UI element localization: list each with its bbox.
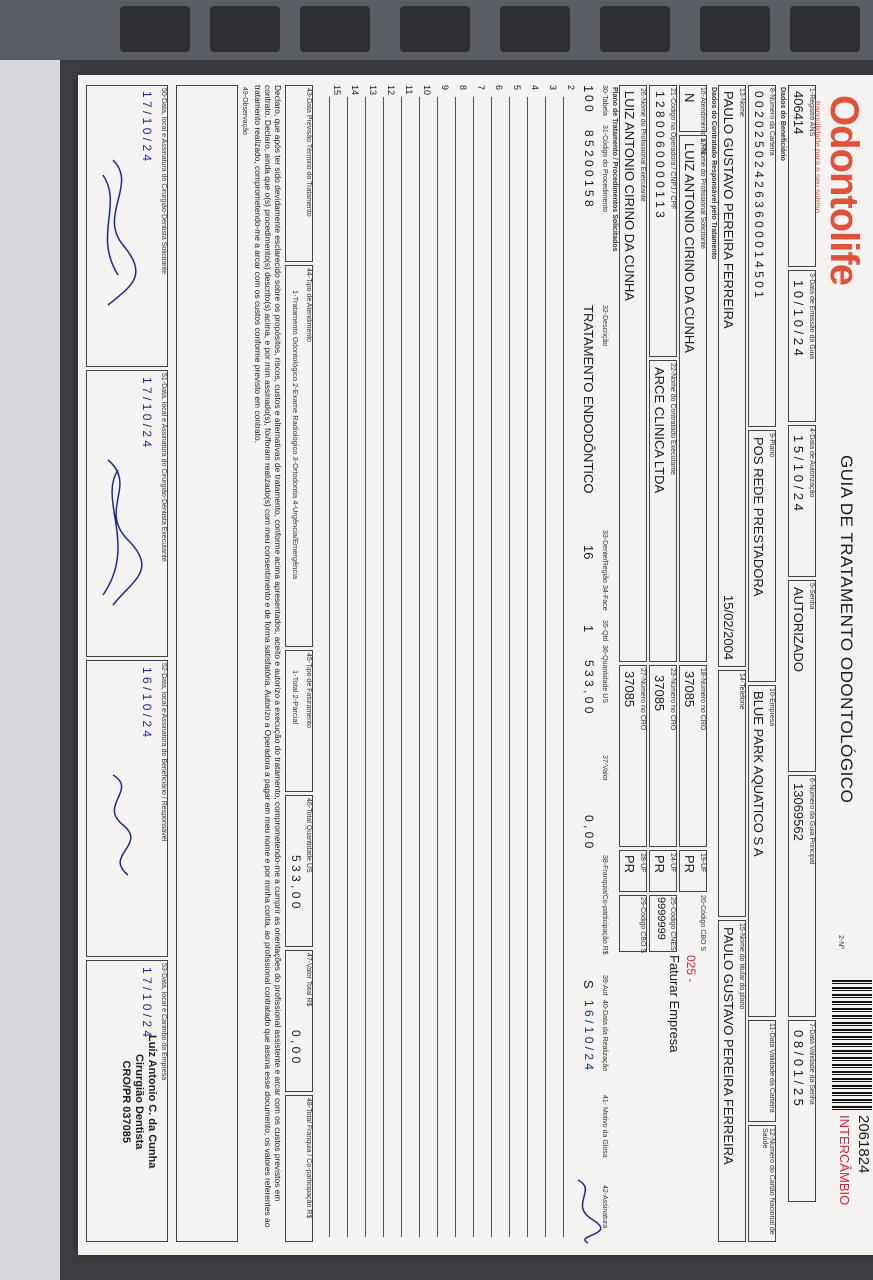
empresa-label: 10-Empresa — [768, 688, 775, 727]
rn-label: 16-Atendimento a RN — [699, 87, 706, 155]
hdr-tabela: 30-Tabela — [601, 85, 608, 116]
tipo-atendimento-label: 44-Tipo de Atendimento — [305, 268, 312, 343]
row-number: 10 — [422, 85, 432, 96]
registro-ans-value: 406414 — [791, 91, 806, 135]
row-line — [473, 97, 474, 1237]
sig53-label: 53-Data, local e Carimbo da Empresa — [160, 963, 167, 1081]
row1-qtd: 1 — [581, 625, 596, 633]
uf-label: 19-UF — [699, 853, 706, 873]
row1-quantidade-us: 5 3 3 , 0 0 — [582, 660, 596, 714]
intercambio-label: INTERCÂMBIO — [837, 1115, 852, 1206]
row-line — [347, 97, 348, 1237]
hdr-assinatura: 42-Assinatura — [601, 1185, 608, 1229]
row1-dente: 16 — [581, 545, 596, 560]
senha-value: AUTORIZADO — [791, 587, 806, 672]
laptop-edge — [0, 0, 60, 1280]
row-number: 5 — [512, 85, 522, 91]
section-beneficiario: Dados do Beneficiário — [779, 87, 786, 161]
uf2-value: PR — [652, 855, 667, 874]
stamp-line2: Cirurgião Dentista — [133, 1054, 145, 1150]
row-line — [329, 97, 330, 1237]
faturar-empresa: Faturar Empresa — [667, 955, 682, 1053]
data-autorizacao-value: 1 5 / 1 0 / 2 4 — [791, 435, 806, 511]
executante-value: LUIZ ANTONIO CIRINO DA CUNHA — [622, 91, 637, 301]
hdr-valor: 37-Valor — [601, 755, 608, 781]
tipo-atendimento-opts: 1-Tratamento Odontológico 2-Exame Radiológico 3-Ortodontia 4-Urgência/Emergência — [291, 290, 300, 580]
cbo-code: 025 - — [684, 955, 698, 983]
carteira-label: 8-Número da Carteira — [768, 88, 775, 156]
odontolife-logo: Odontolife — [822, 95, 866, 285]
dental-treatment-form — [78, 75, 873, 1255]
row1-data: 1 6 / 1 0 / 2 4 — [582, 1000, 596, 1071]
nascimento-value: 15/02/2004 — [721, 595, 736, 661]
row-line — [527, 97, 528, 1237]
logo-tagline: tranquilidade para o seu sorriso — [813, 101, 822, 214]
cnpj-value: 1 2 8 0 0 6 0 0 0 0 1 1 3 — [653, 91, 667, 218]
cnpj-label: 21-Código na Operadora / CNPJ / CPF — [669, 88, 676, 210]
cro2-label: 23-Número no CRO — [669, 668, 676, 731]
solicitante-label: 17-Nome do Profissional Solicitante — [699, 138, 706, 249]
row-line — [509, 97, 510, 1237]
contratado-value: ARCE CLINICA LTDA — [652, 367, 667, 494]
tipo-faturamento-label: 45-Tipo de Faturamento — [305, 653, 312, 728]
row-number: 4 — [530, 85, 540, 91]
hdr-aut: 39-Aut — [601, 975, 608, 996]
signature-beneficiario — [93, 765, 143, 885]
form-title: GUIA DE TRATAMENTO ODONTOLÓGICO — [837, 455, 856, 804]
keyboard-strip — [0, 0, 873, 60]
dentist-stamp — [119, 1035, 158, 1168]
uf3-label: 28-UF — [639, 853, 646, 873]
titular-value: PAULO GUSTAVO PEREIRA FERREIRA — [721, 927, 736, 1165]
stamp-line3: CRO/PR 037085 — [120, 1060, 132, 1143]
plano-label: 9-Plano — [768, 433, 775, 458]
nome-value: PAULO GUSTAVO PEREIRA FERREIRA — [721, 91, 736, 329]
stamp-line1: Luiz Antonio C. da Cunha — [146, 1035, 158, 1169]
row-line — [455, 97, 456, 1237]
cro3-value: 37085 — [622, 671, 637, 708]
valor-total-label: 47-Valor Total R$ — [305, 953, 312, 1007]
telefone-label: 14-Telefone — [738, 673, 745, 710]
validade-senha-value: 0 8 / 0 1 / 2 5 — [791, 1030, 806, 1106]
row-number: 2 — [566, 85, 576, 91]
row-number: 6 — [494, 85, 504, 91]
sig53-date: 1 7 / 1 0 / 2 4 — [140, 967, 154, 1038]
titular-label: 15-Nome do titular do plano — [738, 923, 745, 1010]
valor-total-value: 0 , 0 0 — [289, 1030, 303, 1064]
cro3-label: 27-Número no CRO — [639, 668, 646, 731]
row1-num: 1 — [581, 85, 596, 93]
total-us-label: 46-Total Quantidade US — [305, 798, 312, 873]
row-line — [419, 97, 420, 1237]
solicitante-value: LUIZ ANTONIO CIRINO DA CUNHA — [682, 143, 697, 353]
hdr-dente: 33-Dente/Região — [601, 530, 608, 583]
row-line — [563, 97, 564, 1237]
signature-executante — [93, 455, 143, 615]
cro2-value: 37085 — [652, 675, 667, 712]
cnes-value: 9999999 — [655, 897, 667, 940]
section-plano-tratamento: Plano de Tratamento / Procedimentos Solicitados — [611, 87, 618, 252]
cns-label: 12-Número do Cartão Nacional de Saúde — [761, 1128, 775, 1235]
uf3-value: PR — [622, 855, 637, 874]
hdr-descricao: 32-Descrição — [601, 305, 608, 347]
row-number: 12 — [386, 85, 396, 96]
uf2-label: 24-UF — [669, 853, 676, 873]
row-number: 11 — [404, 85, 414, 95]
row1-aut: S — [581, 980, 596, 989]
previsao-label: 43-Data Previsão Término do Tratamento — [305, 88, 312, 217]
uf-value: PR — [682, 855, 697, 874]
rn-value: N — [682, 93, 697, 103]
row1-codigo: 8 5 2 0 0 1 5 8 — [582, 130, 596, 207]
hdr-motivo-glosa: 41- Motivo da Glosa — [601, 1095, 608, 1158]
contratado-label: 22-Nome do Contratado Executante — [669, 363, 676, 476]
hdr-codigo: 31-Código do Procedimento — [601, 125, 608, 213]
franquia-label: 48-Total Franquia / Co-participação R$ — [305, 1098, 312, 1219]
hdr-franquia: 38-Franquia/Co-participação R$ — [601, 855, 608, 955]
hdr-qtd: 35-Qtd — [601, 620, 608, 642]
data-emissao-label: 3-Data de Emissão da Guia — [808, 273, 815, 359]
guia-principal-value: 13069562 — [791, 783, 806, 841]
row-line — [491, 97, 492, 1237]
signature-row1 — [563, 1175, 603, 1245]
row1-tabela: 0 0 — [582, 95, 596, 112]
row-number: 9 — [440, 85, 450, 91]
sig52-label: 52-Data, local e Assinatura do Beneficiário / Responsável — [160, 663, 167, 842]
row-number: 8 — [458, 85, 468, 91]
row-number: 14 — [350, 85, 360, 96]
data-emissao-value: 1 0 / 1 0 / 2 4 — [791, 280, 806, 356]
row1-descricao: TRATAMENTO ENDODÔNTICO — [581, 305, 596, 494]
empresa-value: BLUE PARK AQUATICO S A — [751, 691, 766, 857]
sig50-label: 50-Data, local e Assinatura do Cirurgião-Dentista Solicitante — [160, 88, 167, 274]
guide-number: 2061824 — [855, 1115, 872, 1174]
sig50-date: 1 7 / 1 0 / 2 4 — [140, 91, 154, 162]
row-line — [365, 97, 366, 1237]
barcode — [832, 980, 872, 1110]
sig51-date: 1 7 / 1 0 / 2 4 — [140, 377, 154, 448]
declaration-text: Declaro, que após ter sido devidamente esclarecido sobre os propósitos, riscos, custos e alternativas de tratamento, conforme acima apresentados, aceito e autorizo a execução do tratamento, comprometendo-me a cumprir as orientações do profissional assistente e arcar com os custos previstos em contrato. Declaro, ainda que o(s) procedimento(s) descrito(s) acima, e por mim assinado(s), foi/foram realizado(s) com meu consentimento e de forma satisfatória. Autorizo a Operadora a pagar em meu nome e por minha conta, ao profissional contratado que assina esse documento, os valores referentes ao tratamento realizado, comprometendo-me a arcar com os custos conforme previsto em contrato. — [253, 85, 283, 1228]
nome-label: 13-Nome — [738, 88, 745, 117]
row-line — [437, 97, 438, 1237]
row-line — [545, 97, 546, 1237]
signature-solicitante — [93, 155, 143, 315]
observacao-label: 49-Observação — [241, 87, 248, 135]
cnes-label: 25-Código CNES — [669, 897, 676, 951]
senha-label: 5-Senha — [808, 583, 815, 610]
row-line — [401, 97, 402, 1237]
section-contratado: Dados do Contratado Responsável pelo Tratamento — [710, 87, 717, 260]
cro-label: 18-Número no CRO — [699, 668, 706, 731]
hdr-data: 40-Data da Realização — [601, 1000, 608, 1072]
registro-ans-label: 1-Registro ANS — [808, 88, 815, 137]
data-autorizacao-label: 4-Data de Autorização — [808, 428, 815, 498]
guia-principal-label: 6-Número da Guia Principal — [808, 778, 815, 865]
hdr-face: 34-Face — [601, 585, 608, 611]
carteira-value: 0 0 2 0 2 5 0 2 4 2 6 3 6 0 0 0 1 4 5 0 1 — [752, 91, 766, 298]
cbo-label: 20-Código CBO S — [699, 895, 706, 952]
validade-carteira-label: 11-Data Validade da Carteira — [768, 1023, 775, 1113]
row-number: 13 — [368, 85, 378, 96]
cbo3-label: 29-Código CBO S — [639, 897, 646, 954]
row1-valor: 0 , 0 0 — [582, 815, 596, 849]
page-marker: 2-Nº — [837, 935, 844, 949]
hdr-quantidade-us: 36-Quantidade US — [601, 645, 608, 703]
plano-value: POS REDE PRESTADORA — [751, 437, 766, 597]
validade-senha-label: 7-Data Validade da Senha — [808, 1023, 815, 1105]
row-number: 15 — [332, 85, 342, 96]
sig52-date: 1 6 / 1 0 / 2 4 — [140, 667, 154, 738]
tipo-faturamento-opts: 1-Total 2-Parcial — [291, 670, 300, 725]
observacao-box — [176, 85, 238, 1242]
row-number: 3 — [548, 85, 558, 91]
row-number: 7 — [476, 85, 486, 91]
executante-label: 26-Nome do Profissional Executante — [639, 88, 646, 202]
total-us-value: 5 3 3 , 0 0 — [289, 855, 303, 909]
row-line — [383, 97, 384, 1237]
cro-value: 37085 — [682, 671, 697, 708]
sig51-label: 51-Data, local e Assinatura do Cirurgião-Dentista Executante — [160, 373, 167, 562]
